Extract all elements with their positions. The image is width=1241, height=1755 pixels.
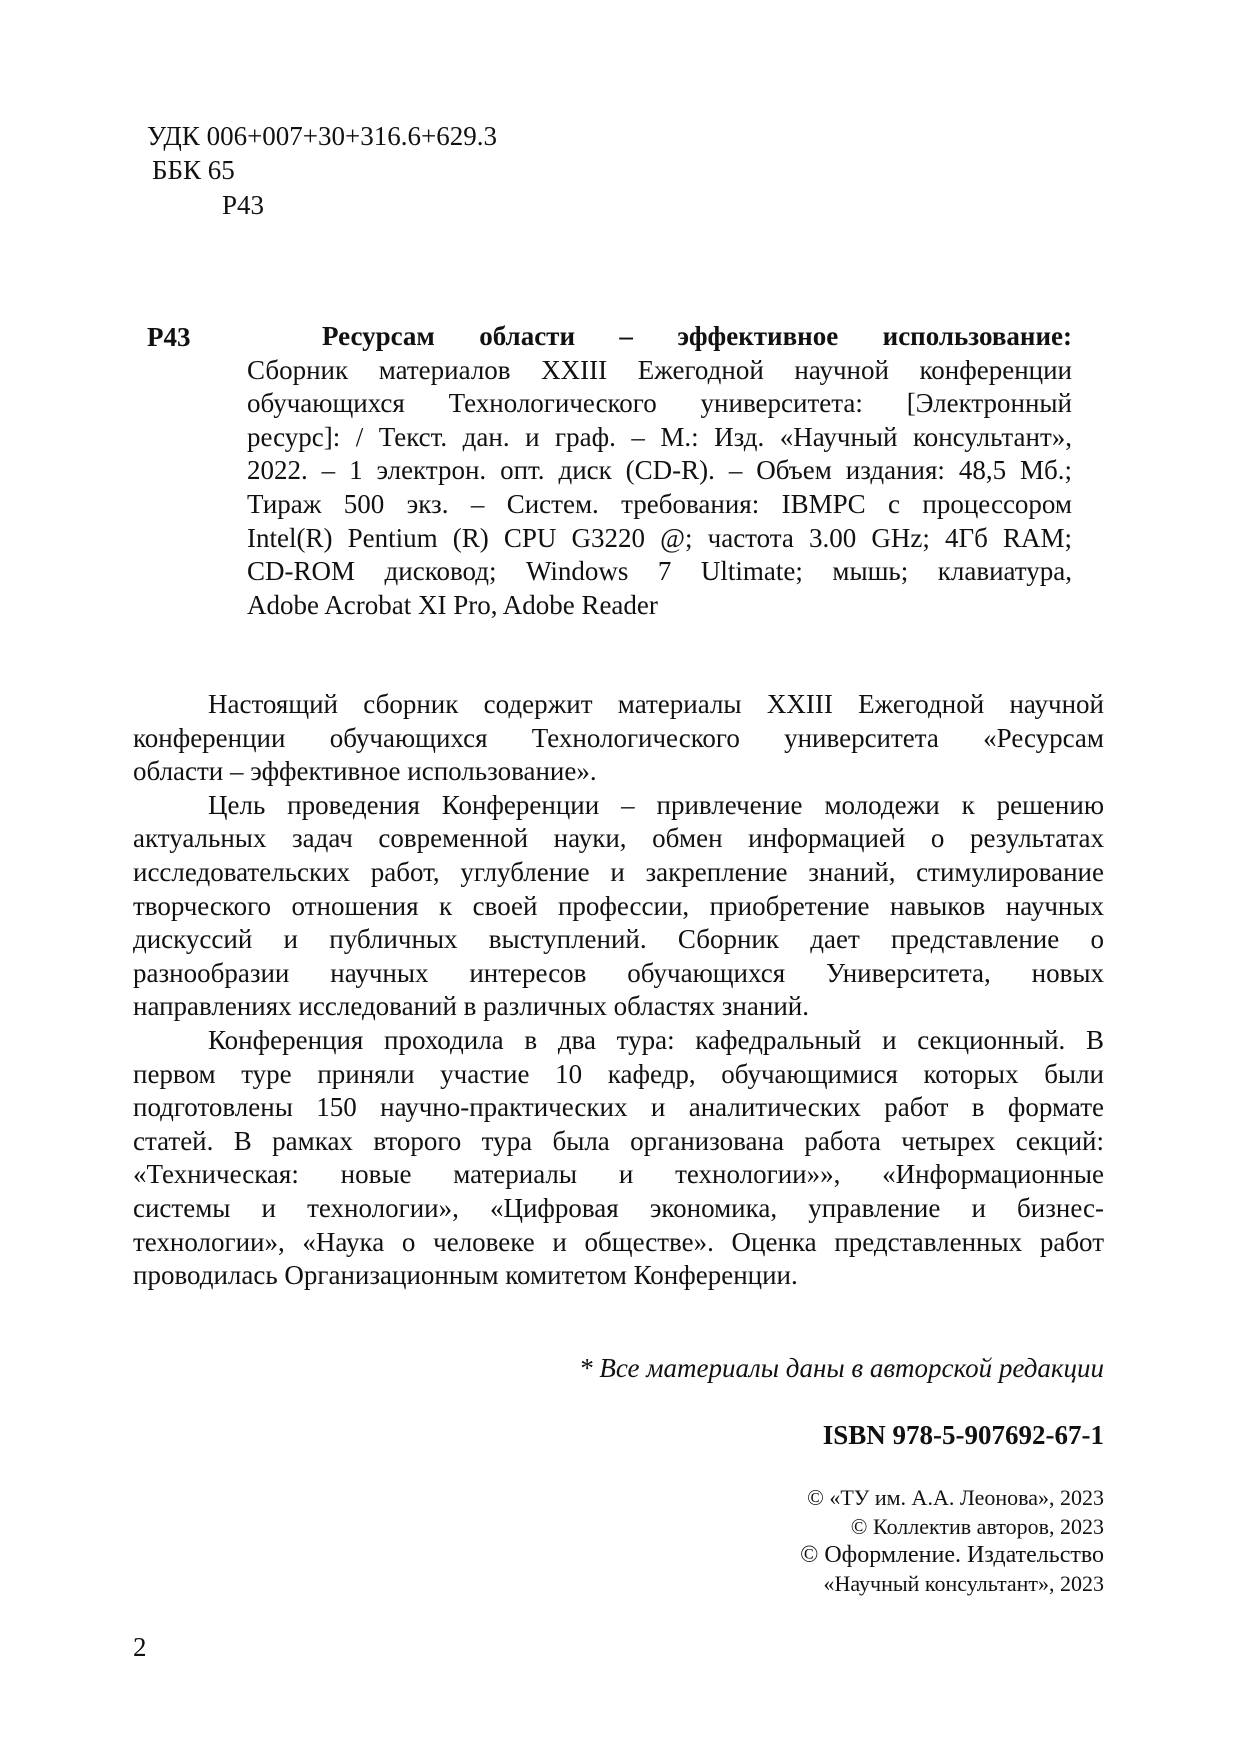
paragraph-line: проводилась Организационным комитетом Конференции.	[133, 1260, 798, 1291]
paragraph-line: исследовательских работ, углубление и закрепление знаний, стимулирование	[133, 856, 1104, 887]
paragraph-line: направлениях исследований в различных областях знаний.	[133, 991, 809, 1022]
annotation-paragraph	[133, 688, 1104, 789]
paragraph-line: Цель проведения Конференции – привлечение молодежи к решению	[208, 789, 1104, 820]
paragraph-line: системы и технологии», «Цифровая экономика, управление и бизнес-	[133, 1192, 1104, 1223]
paragraph-line: «Техническая: новые материалы и технологии»», «Информационные	[133, 1159, 1104, 1190]
paragraph-line: области – эффективное использование».	[133, 756, 597, 787]
copyright-line: © Оформление. Издательство	[800, 1542, 1104, 1568]
biblio-line: Тираж 500 экз. – Систем. требования: IBMPC с процессором	[247, 488, 1072, 519]
bbk-code: ББК 65	[152, 155, 235, 185]
biblio-line: обучающихся Технологического университета: [Электронный	[247, 388, 1072, 419]
copyright-line: © «ТУ им. А.А. Леонова», 2023	[807, 1485, 1104, 1510]
paragraph-line: конференции обучающихся Технологического университета «Ресурсам	[133, 722, 1104, 753]
biblio-line: Сборник материалов XXIII Ежегодной научной конференции	[247, 354, 1072, 385]
publication-title: Ресурсам области – эффективное использование:	[322, 321, 1072, 351]
paragraph-line: статей. В рамках второго тура была организована работа четырех секций:	[133, 1125, 1104, 1156]
annotation	[133, 688, 1104, 1293]
editorial-note: * Все материалы даны в авторской редакции	[579, 1353, 1104, 1383]
udk-code: УДК 006+007+30+316.6+629.3	[147, 121, 497, 151]
paragraph-line: технологии», «Наука о человеке и обществе». Оценка представленных работ	[133, 1226, 1104, 1257]
annotation-paragraph	[133, 1024, 1104, 1293]
copyright-line: «Научный консультант», 2023	[823, 1570, 1104, 1596]
biblio-line: Intel(R) Pentium (R) CPU G3220 @; частота 3.00 GHz; 4Гб RAM;	[247, 522, 1072, 553]
paragraph-line: актуальных задач современной науки, обмен информацией о результатах	[133, 823, 1104, 854]
author-sign: Р43	[222, 190, 265, 220]
biblio-line: CD-ROM дисковод; Windows 7 Ultimate; мышь; клавиатура,	[247, 556, 1072, 587]
biblio-line: 2022. – 1 электрон. опт. диск (CD-R). – Объем издания: 48,5 Мб.;	[247, 455, 1072, 486]
paragraph-line: первом туре приняли участие 10 кафедр, обучающимися которых были	[133, 1058, 1104, 1089]
paragraph-line: подготовлены 150 научно-практических и аналитических работ в формате	[133, 1092, 1104, 1123]
paragraph-line: разнообразии научных интересов обучающихся Университета, новых	[133, 957, 1104, 988]
isbn: ISBN 978-5-907692-67-1	[822, 1420, 1104, 1450]
paragraph-line: дискуссий и публичных выступлений. Сборник дает представление о	[133, 924, 1104, 955]
copyright-line: © Коллектив авторов, 2023	[850, 1513, 1104, 1539]
annotation-paragraph	[133, 789, 1104, 1024]
copyright-block	[800, 1484, 1104, 1598]
biblio-line: Adobe Acrobat XI Pro, Adobe Reader	[247, 589, 658, 620]
biblio-line: ресурс]: / Текст. дан. и граф. – М.: Изд. «Научный консультант»,	[247, 421, 1072, 452]
paragraph-line: Настоящий сборник содержит материалы XXIII Ежегодной научной	[208, 689, 1104, 719]
paragraph-line: творческого отношения к своей профессии, приобретение навыков научных	[133, 890, 1104, 921]
bibliographic-record	[247, 320, 1072, 622]
paragraph-line: Конференция проходила в два тура: кафедральный и секционный. В	[208, 1024, 1104, 1055]
entry-code: Р43	[147, 322, 191, 352]
page-number: 2	[133, 1632, 147, 1662]
